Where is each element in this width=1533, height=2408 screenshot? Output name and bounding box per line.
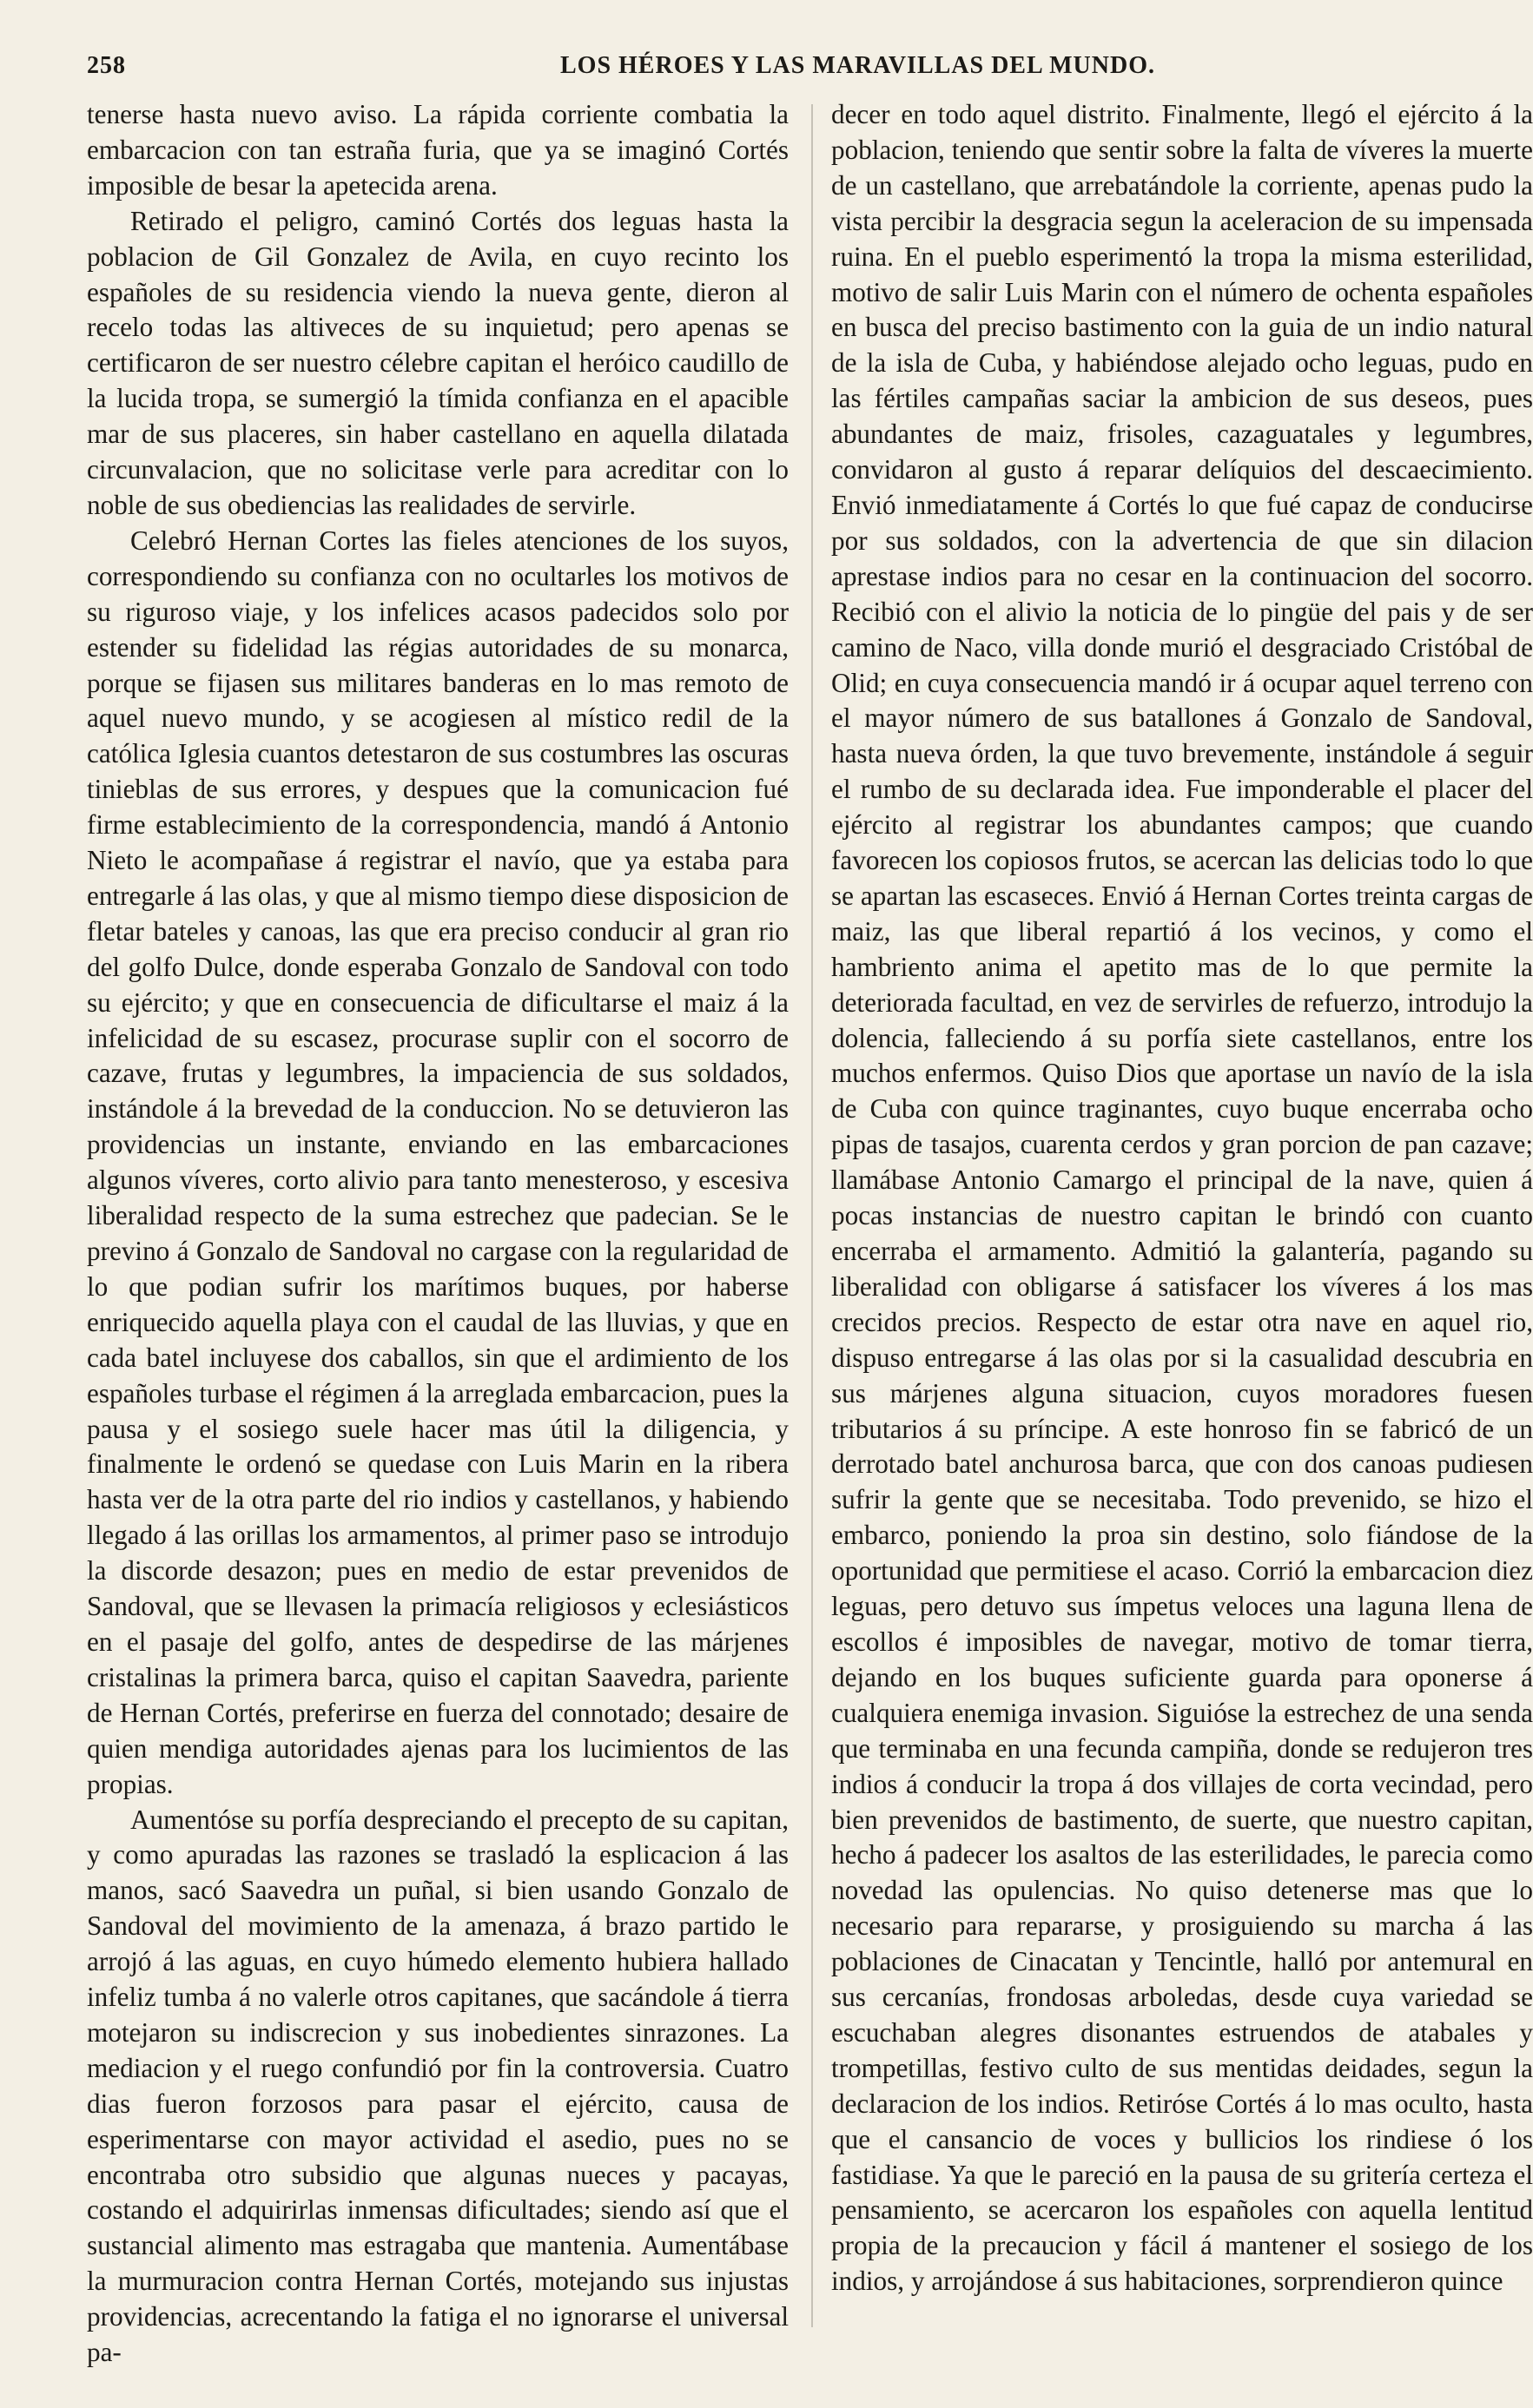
column-divider [811,104,813,2327]
left-column [87,97,789,2371]
paragraph: decer en todo aquel distrito. Finalmente, llegó el ejército á la poblacion, teniendo que sentir sobre la falta de víveres la muerte de un castellano, que arrebatándole la corriente, apenas pudo la vista percibir la desgracia segun la aceleracion de su impensada ruina. En el pueblo esperimentó la tropa la misma esterilidad, motivo de salir Luis Marin con el número de ochenta españoles en busca del preciso bastimento con la guia de un indio natural de la isla de Cuba, y habiéndose alejado ocho leguas, pudo en las fértiles campañas saciar la ambicion de sus deseos, pues abundantes de maiz, frisoles, cazaguatales y legumbres, convidaron al gusto á reparar delíquios del descaecimiento. Envió inmediatamente á Cortés lo que fué capaz de conducirse por sus soldados, con la advertencia de que sin dilacion aprestase indios para no cesar en la continuacion del socorro. Recibió con el alivio la noticia de lo pingüe del pais y de ser camino de Naco, villa donde murió el desgraciado Cristóbal de Olid; en cuya consecuencia mandó ir á ocupar aquel terreno con el mayor número de sus batallones á Gonzalo de Sandoval, hasta nueva órden, la que tuvo brevemente, instándole á seguir el rumbo de su declarada idea. Fue imponderable el placer del ejército al registrar los abundantes campos; que cuando favorecen los copiosos frutos, se acercan las delicias todo lo que se apartan las escaseces. Envió á Hernan Cortes treinta cargas de maiz, las que liberal repartió á los vecinos, y como el hambriento anima el apetito mas de lo que permite la deteriorada facultad, en vez de servirles de refuerzo, introdujo la dolencia, falleciendo á su porfía siete castellanos, entre los muchos enfermos. Quiso Dios que aportase un navío de la isla de Cuba con quince traginantes, cuyo buque encerraba ocho pipas de tasajos, cuarenta cerdos y gran porcion de pan cazave; llamábase Antonio Camargo el principal de la nave, quien á pocas instancias de nuestro capitan le brindó con cuanto encerraba el armamento. Admitió la galantería, pagando su liberalidad con obligarse á satisfacer los víveres á los mas crecidos precios. Respecto de estar otra nave en aquel rio, dispuso entregarse á las olas por si la casualidad descubria en sus márjenes alguna situacion, cuyos moradores fuesen tributarios á su príncipe. A este honroso fin se fabricó de un derrotado batel anchurosa barca, que con dos canoas pudiesen sufrir la gente que se necesitaba. Todo prevenido, se hizo el embarco, poniendo la proa sin destino, solo fiándose de la oportunidad que permitiese el acaso. Corrió la embarcacion diez leguas, pero detuvo sus ímpetus veloces una laguna llena de escollos é imposibles de navegar, motivo de tomar tierra, dejando en los buques suficiente guarda para oponerse á cualquiera enemiga invasion. Siguióse la estrechez de una senda que terminaba en una fecunda campiña, donde se redujeron tres indios á conducir la tropa á dos villajes de corta vecindad, pero bien prevenidos de bastimento, de suerte, que nuestro capitan, hecho á padecer los asaltos de las esterilidades, le parecia como novedad las opulencias. No quiso detenerse mas que lo necesario para repararse, y prosiguiendo su marcha á las poblaciones de Cinacatan y Tencintle, halló por antemural en sus cercanías, frondosas arboledas, desde cuya variedad se escuchaban alegres disonantes estruendos de atabales y trompetillas, festivo culto de sus mentidas deidades, segun la declaracion de los indios. Retiróse Cortés á lo mas oculto, hasta que el cansancio de voces y bullicios los rindiese ó los fastidiase. Ya que le pareció en la pausa de su gritería certeza el pensamiento, se acercaron los españoles con aquella lentitud propia de la precaucion y fácil á mantener el sosiego de los indios, y arrojándose á sus habitaciones, sorprendieron quince [831,99,1533,2297]
page-number: 258 [87,52,126,79]
running-title: LOS HÉROES Y LAS MARAVILLAS DEL MUNDO. [560,52,1155,79]
paragraph: tenerse hasta nuevo aviso. La rápida corriente combatia la embarcacion con tan estraña furia, que ya se imaginó Cortés imposible de besar la apetecida arena. [87,99,789,201]
paragraph: Celebró Hernan Cortes las fieles atenciones de los suyos, correspondiendo su confianza con no ocultarles los motivos de su riguroso viaje, y los infelices acasos padecidos solo por estender su fidelidad las régias autoridades de su monarca, porque se fijasen sus militares banderas en lo mas remoto de aquel nuevo mundo, y se acogiesen al místico redil de la católica Iglesia cuantos detestaron de sus costumbres las oscuras tinieblas de sus errores, y despues que la comunicacion fué firme establecimiento de la correspondencia, mandó á Antonio Nieto le acompañase á registrar el navío, que ya estaba para entregarle á las olas, y que al mismo tiempo diese disposicion de fletar bateles y canoas, las que era preciso conducir al gran rio del golfo Dulce, donde esperaba Gonzalo de Sandoval con todo su ejército; y que en consecuencia de dificultarse el maiz á la infelicidad de su escasez, procurase suplir con el socorro de cazave, frutas y legumbres, la impaciencia de sus soldados, instándole á la brevedad de la conduccion. No se detuvieron las providencias un instante, enviando en las embarcaciones algunos víveres, corto alivio para tanto menesteroso, y escesiva liberalidad respecto de la suma estrechez que padecian. Se le previno á Gonzalo de Sandoval no cargase con la regularidad de lo que podian sufrir los marítimos buques, por haberse enriquecido aquella playa con el caudal de las lluvias, y que en cada batel incluyese dos caballos, sin que el ardimiento de los españoles turbase el régimen á la arreglada embarcacion, pues la pausa y el sosiego suele hacer mas útil la diligencia, y finalmente le ordenó se quedase con Luis Marin en la ribera hasta ver de la otra parte del rio indios y castellanos, y habiendo llegado á las orillas los armamentos, al primer paso se introdujo la discorde desazon; pues en medio de estar prevenidos de Sandoval, que se llevasen la primacía religiosos y eclesiásticos en el pasaje del golfo, antes de despedirse de las márjenes cristalinas la primera barca, quiso el capitan Saavedra, pariente de Hernan Cortés, preferirse en fuerza del connotado; desaire de quien mendiga autoridades ajenas para los lucimientos de las propias. [87,524,789,1799]
page-header [87,52,1529,96]
right-column [831,97,1533,2299]
paragraph: Retirado el peligro, caminó Cortés dos leguas hasta la poblacion de Gil Gonzalez de Avila, en cuyo recinto los españoles de su residencia viendo la nueva gente, dieron al recelo todas las altiveces de su inquietud; pero apenas se certificaron de ser nuestro célebre capitan el heróico caudillo de la lucida tropa, se sumergió la tímida confianza en el apacible mar de sus placeres, sin haber castellano en aquella dilatada circunvalacion, que no solicitase verle para acreditar con lo noble de sus obediencias las realidades de servirle. [87,205,789,520]
paragraph: Aumentóse su porfía despreciando el precepto de su capitan, y como apuradas las razones se trasladó la esplicacion á las manos, sacó Saavedra un puñal, si bien usando Gonzalo de Sandoval del movimiento de la amenaza, á brazo partido le arrojó á las aguas, en cuyo húmedo elemento hubiera hallado infeliz tumba á no valerle otros capitanes, que sacándole á tierra motejaron su indiscrecion y sus inobedientes sinrazones. La mediacion y el ruego confundió por fin la controversia. Cuatro dias fueron forzosos para pasar el ejército, causa de esperimentarse con mayor actividad el asedio, pues no se encontraba otro subsidio que algunas nueces y pacayas, costando el adquirirlas inmensas dificultades; siendo así que el sustancial alimento mas estragaba que mantenia. Aumentábase la murmuracion contra Hernan Cortés, motejando sus injustas providencias, acrecentando la fatiga el no ignorarse el universal pa- [87,1804,789,2368]
